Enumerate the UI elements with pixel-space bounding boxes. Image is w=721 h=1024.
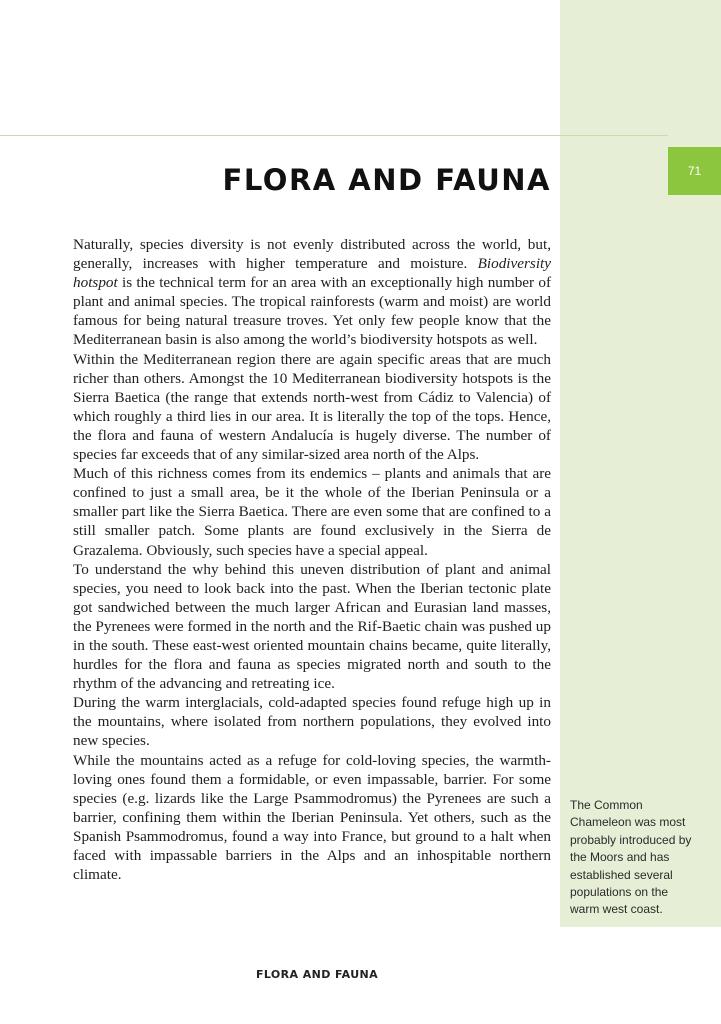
paragraph: Within the Mediterranean region there are again specific areas that are much richer than others. Amongst the 10 Mediterranean biodiversity hotspots is the Sierra Baetica (the range that extends north-west from Cádiz to Valencia) of which roughly a third lies in our area. It is literally the top of the tops. Hence, the flora and fauna of western Andalucía is hugely diverse. The number of species far exceeds that of any similar-sized area north of the Alps. bbox=[73, 350, 551, 464]
running-footer: FLORA AND FAUNA bbox=[256, 968, 379, 981]
sidebar-column bbox=[560, 0, 721, 927]
paragraph: While the mountains acted as a refuge for cold-loving species, the warmth-loving ones found them a formidable, or even impassable, barrier. For some species (e.g. lizards like the Large Psammodromus) the Pyrenees are such a barrier, confining them within the Iberian Peninsula. Yet others, such as the Spanish Psammodromus, found a way into France, but ground to a halt when faced with impassable barriers in the Alps and an inhospitable northern climate. bbox=[73, 751, 551, 884]
paragraph: Much of this richness comes from its endemics – plants and animals that are confined to just a small area, be it the whole of the Iberian Peninsula or a smaller part like the Sierra Baetica. There are even some that are confined to a still smaller patch. Some plants are found exclusively in the Sierra de Grazalema. Obviously, such species have a special appeal. bbox=[73, 465, 551, 559]
paragraph: To understand the why behind this uneven distribution of plant and animal species, you need to look back into the past. When the Iberian tectonic plate got sandwiched between the much larger African and Eurasian land masses, the Pyrenees were formed in the north and the Rif-Baetic chain was pushed up in the south. These east-west oriented mountain chains became, quite literally, hurdles for the flora and fauna as species migrated north and south to the rhythm of the advancing and retreating ice. bbox=[73, 560, 551, 693]
italic-term: Biodiversity hotspot bbox=[73, 255, 551, 292]
paragraph bbox=[73, 235, 551, 350]
page-number: 71 bbox=[687, 164, 702, 178]
body-text bbox=[73, 235, 551, 884]
page-number-tab bbox=[668, 147, 721, 195]
page-title: FLORA AND FAUNA bbox=[222, 163, 551, 197]
paragraph: During the warm interglacials, cold-adapted species found refuge high up in the mountains, where isolated from northern populations, they evolved into new species. bbox=[73, 694, 551, 750]
header-rule bbox=[0, 135, 668, 136]
photo-caption: The Common Chameleon was most probably introduced by the Moors and has established several populations on the warm west coast. bbox=[570, 798, 692, 917]
paragraph-text: Naturally, species diversity is not evenly distributed across the world, but, generally, increases with higher temperature and moisture. bbox=[73, 236, 551, 273]
paragraph-text: is the technical term for an area with an exceptionally high number of plant and animal species. The tropical rainforests (warm and moist) are world famous for being natural treasure troves. Yet only few people know that the Mediterranean basin is also among the world’s biodiversity hotspots as well. bbox=[73, 274, 551, 349]
